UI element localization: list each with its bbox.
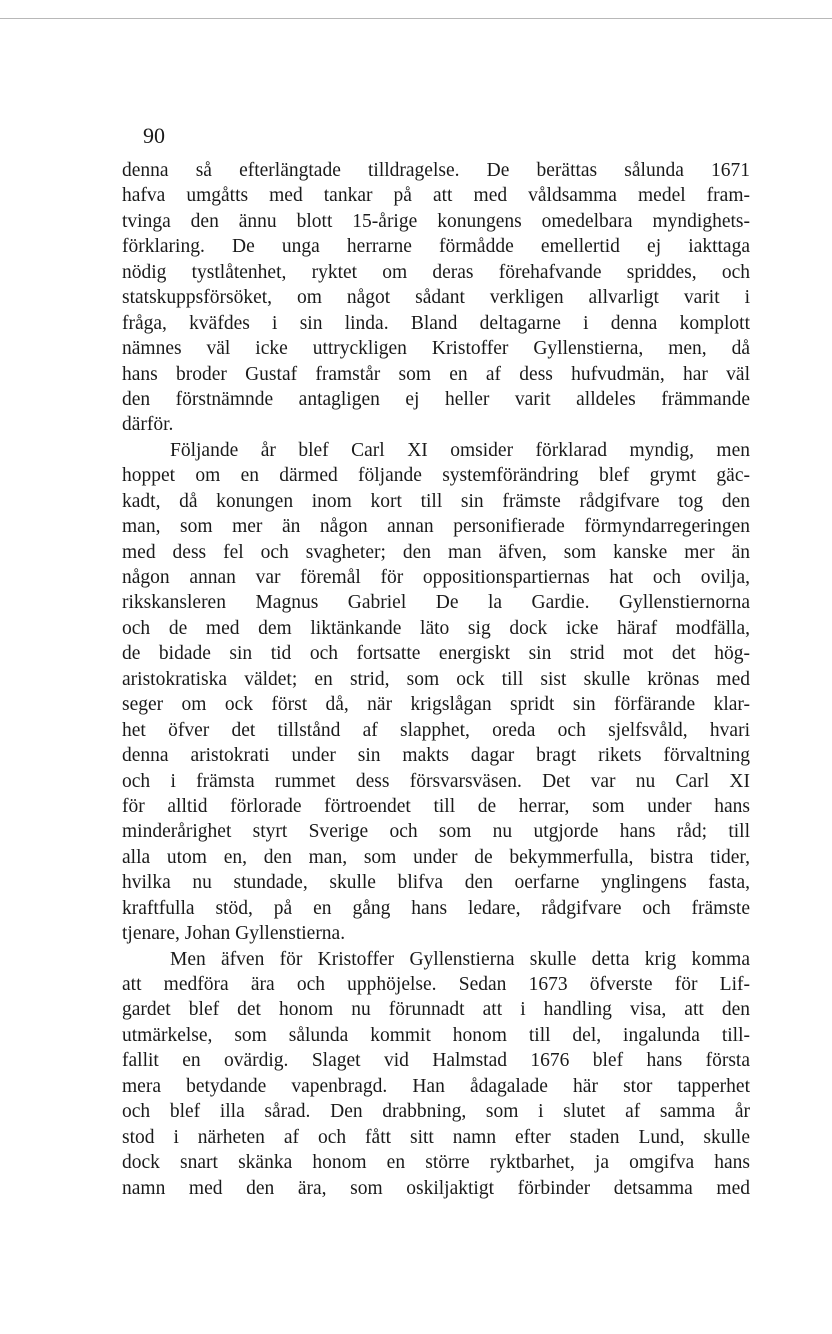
text-line: mera betydande vapenbragd. Han ådagalade här stor tapperhet: [122, 1075, 750, 1097]
text-line: dock snart skänka honom en större ryktbarhet, ja omgifva hans: [122, 1152, 750, 1174]
text-line: aristokratiska väldet; en strid, som ock till sist skulle krönas med: [122, 668, 750, 690]
text-line: denna så efterlängtade tilldragelse. De berättas sålunda 1671: [122, 160, 750, 181]
text-line: man, som mer än någon annan personifierade förmyndarregeringen: [122, 516, 750, 538]
text-line: med dess fel och svagheter; den man äfven, som kanske mer än: [122, 541, 750, 563]
text-line: någon annan var föremål för oppositionspartiernas hat och ovilja,: [122, 567, 750, 588]
text-line: het öfver det tillstånd af slapphet, oreda och sjelfsvåld, hvari: [122, 719, 750, 741]
text-line: för alltid förlorade förtroendet till de herrar, som under hans: [122, 795, 750, 817]
text-line: gardet blef det honom nu förunnadt att i handling visa, att den: [122, 999, 750, 1021]
text-line: kadt, då konungen inom kort till sin främste rådgifvare tog den: [122, 490, 750, 512]
text-line: Men äfven för Kristoffer Gyllenstierna skulle detta krig komma: [170, 948, 750, 970]
top-rule: [0, 18, 832, 19]
text-line: tjenare, Johan Gyllenstierna.: [122, 923, 346, 945]
text-line: och i främsta rummet dess försvarsväsen. Det var nu Carl XI: [122, 770, 750, 792]
text-line: nödig tystlåtenhet, ryktet om deras förehafvande spriddes, och: [122, 261, 750, 283]
text-line: och blef illa sårad. Den drabbning, som i slutet af samma år: [122, 1101, 750, 1123]
text-line: de bidade sin tid och fortsatte energiskt sin strid mot det hög-: [122, 643, 750, 665]
text-line: och de med dem liktänkande läto sig dock icke häraf modfälla,: [122, 617, 750, 639]
text-line: att medföra ära och upphöjelse. Sedan 1673 öfverste för Lif-: [122, 974, 750, 995]
text-line: rikskansleren Magnus Gabriel De la Gardie. Gyllenstiernorna: [122, 592, 750, 614]
text-line: förklaring. De unga herrarne förmådde emellertid ej iakttaga: [122, 236, 750, 258]
text-line: alla utom en, den man, som under de bekymmerfulla, bistra tider,: [122, 846, 750, 868]
text-line: fråga, kväfdes i sin linda. Bland deltagarne i denna komplott: [122, 312, 750, 334]
text-line: utmärkelse, som sålunda kommit honom till del, ingalunda till-: [122, 1024, 750, 1046]
text-line: hans broder Gustaf framstår som en af dess hufvudmän, har väl: [122, 363, 750, 385]
text-line: därför.: [122, 414, 174, 436]
body-text: [122, 158, 750, 1201]
text-line: hoppet om en därmed följande systemförändring blef grymt gäc-: [122, 465, 750, 487]
text-line: Följande år blef Carl XI omsider förklarad myndig, men: [170, 439, 750, 461]
page-number: 90: [143, 123, 165, 148]
text-line: kraftfulla stöd, på en gång hans ledare, rådgifvare och främste: [122, 897, 750, 919]
text-line: den förstnämnde antagligen ej heller varit alldeles främmande: [122, 388, 750, 410]
text-line: hafva umgåtts med tankar på att med våldsamma medel fram-: [122, 185, 750, 207]
text-line: tvinga den ännu blott 15-årige konungens omedelbara myndighets-: [122, 210, 750, 232]
text-line: namn med den ära, som oskiljaktigt förbinder detsamma med: [122, 1177, 750, 1199]
text-line: denna aristokrati under sin makts dagar bragt rikets förvaltning: [122, 745, 750, 767]
text-line: seger om ock först då, när krigslågan spridt sin förfärande klar-: [122, 694, 750, 716]
text-line: hvilka nu stundade, skulle blifva den oerfarne ynglingens fasta,: [122, 872, 750, 894]
text-line: stod i närheten af och fått sitt namn efter staden Lund, skulle: [122, 1126, 750, 1148]
text-line: fallit en ovärdig. Slaget vid Halmstad 1676 blef hans första: [122, 1050, 750, 1072]
text-line: nämnes väl icke uttryckligen Kristoffer Gyllenstierna, men, då: [122, 338, 750, 360]
text-line: minderårighet styrt Sverige och som nu utgjorde hans råd; till: [122, 821, 750, 843]
text-line: statskuppsförsöket, om något sådant verkligen allvarligt varit i: [122, 287, 750, 309]
